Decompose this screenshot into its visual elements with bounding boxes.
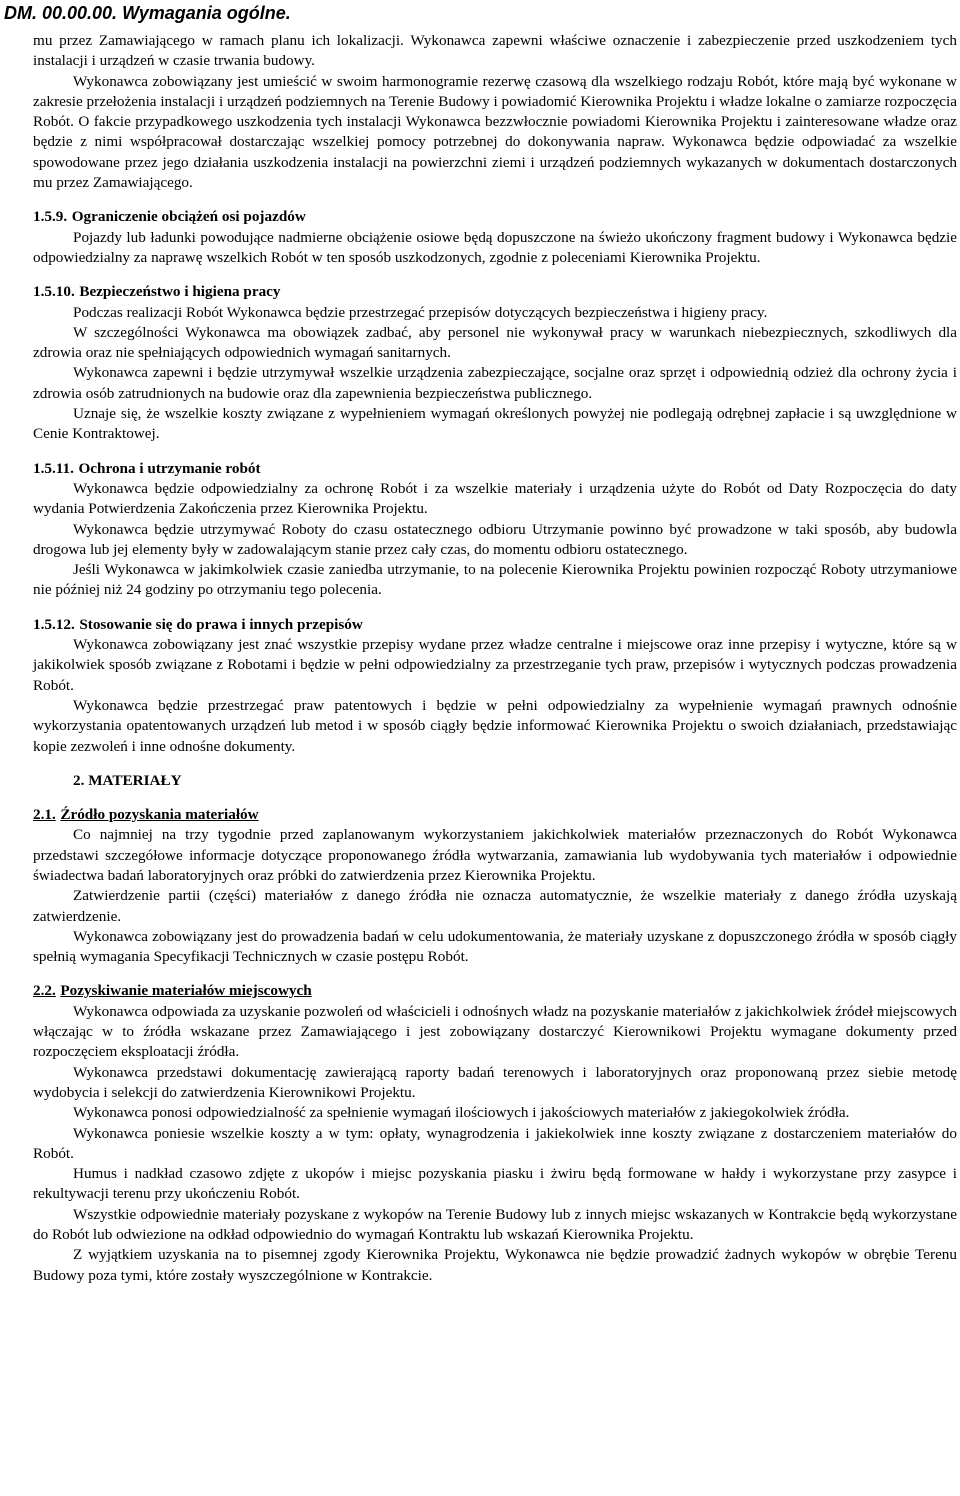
paragraph: Wykonawca będzie utrzymywać Roboty do czasu ostatecznego odbioru Utrzymanie powinno być prowadzone w taki sposób, aby budowla drogowa lub jej elementy były w zadowalającym stanie przez cały czas, do momentu odbioru ostatecznego. — [33, 520, 957, 558]
document-body — [33, 31, 957, 1286]
section-title: Ochrona i utrzymanie robót — [78, 459, 261, 477]
paragraph: Zatwierdzenie partii (części) materiałów z danego źródła nie oznacza automatycznie, że wszelkie materiały z danego źródła uzyskają zatwierdzenie. — [33, 887, 957, 925]
paragraph: Uznaje się, że wszelkie koszty związane z wypełnieniem wymagań określonych powyżej nie podlegają odrębnej zapłacie i są uwzględnione w Cenie Kontraktowej. — [33, 405, 957, 443]
paragraph: Pojazdy lub ładunki powodujące nadmierne obciążenie osiowe będą dopuszczone na świeżo ukończony fragment budowy i Wykonawca będzie odpowiedzialny za naprawę wszelkich Robót w ten sposób uszkodzonych, zgodnie z poleceniami Kierownika Projektu. — [33, 228, 957, 266]
spacer — [33, 601, 957, 615]
paragraph: Wykonawca odpowiada za uzyskanie pozwoleń od właścicieli i odnośnych władz na pozyskanie materiałów z jakichkolwiek źródeł miejscowych włączając w to źródła wskazane przez Zamawiającego i jest zobowiązany dostarczyć Kierownikowi Projektu wymagane dokumenty przed rozpoczęciem eksploatacji źródła. — [33, 1002, 957, 1061]
section-number: 1.5.10. — [33, 283, 75, 301]
paragraph: Wykonawca będzie odpowiedzialny za ochronę Robót i za wszelkie materiały i urządzenia użyte do Robót od Daty Rozpoczęcia do daty wydania Potwierdzenia Zakończenia przez Kierownika Projektu. — [33, 479, 957, 518]
paragraph: Wykonawca zobowiązany jest znać wszystkie przepisy wydane przez władze centralne i miejscowe oraz inne przepisy i wytyczne, które są w jakikolwiek sposób związane z Robotami i będzie w pełni odpowiedzialny za przestrzeganie tych praw, przepisów i wytycznych podczas prowadzenia Robót. — [33, 636, 957, 694]
paragraph: Podczas realizacji Robót Wykonawca będzie przestrzegać przepisów dotyczących bezpieczeństwa i higieny pracy. — [73, 303, 768, 321]
paragraph: Co najmniej na trzy tygodnie przed zaplanowanym wykorzystaniem jakichkolwiek materiałów przeznaczonych do Robót Wykonawca przedstawi szczegółowe informacje dotyczące proponowanego źródła wytwarzania, zamawiania lub wydobywania tych materiałów i odpowiednie świadectwa badań laboratoryjnych oraz próbki do zatwierdzenia przez Kierownika Projektu. — [33, 826, 957, 884]
section-title: Ograniczenie obciążeń osi pojazdów — [71, 208, 306, 226]
section-title: Źródło pozyskania materiałów — [60, 806, 259, 824]
paragraph: Wykonawca będzie przestrzegać praw patentowych i będzie w pełni odpowiedzialny za wypełnienie wymagań prawnych odnośnie wykorzystania opatentowanych urządzeń lub metod i w sposób ciągły będzie informować Kierownika Projektu o swoich działaniach, przedstawiając kopie zezwoleń i inne odnośne dokumenty. — [33, 696, 957, 755]
section-heading-1-5-12 — [33, 615, 957, 635]
paragraph: Wykonawca zapewni i będzie utrzymywał wszelkie urządzenia zabezpieczające, socjalne oraz sprzęt i odpowiednią odzież dla ochrony życia i zdrowia osób zatrudnionych na budowie oraz dla zapewnienia bezpieczeństwa publicznego. — [33, 364, 957, 402]
paragraph: Wykonawca zobowiązany jest umieścić w swoim harmonogramie rezerwę czasową dla wszelkiego rodzaju Robót, które mają być wykonane w zakresie przełożenia instalacji i urządzeń podziemnych na Terenie Budowy i powiadomić Kierownika Projektu i władze lokalne o zamiarze rozpoczęcia Robót. O fakcie przypadkowego uszkodzenia tych instalacji Wykonawca bezzwłocznie powiadomi Kierownika Projektu i zainteresowane władze oraz będzie z nimi współpracował dostarczając wszelkiej pomocy potrzebnej do dokonywania napraw. Wykonawca będzie odpowiadać za wszelkie spowodowane przez jego działania uszkodzenia instalacji na powierzchni ziemi i urządzeń podziemnych wykazanych w dokumentach dostarczonych mu przez Zamawiającego. — [33, 72, 957, 192]
paragraph: Z wyjątkiem uzyskania na to pisemnej zgody Kierownika Projektu, Wykonawca nie będzie prowadzić żadnych wykopów w obrębie Terenu Budowy poza tymi, które zostały wyszczególnione w Kontrakcie. — [33, 1246, 957, 1284]
spacer — [33, 757, 957, 771]
paragraph: W szczególności Wykonawca ma obowiązek zadbać, aby personel nie wykonywał pracy w warunkach niebezpiecznych, szkodliwych dla zdrowia oraz nie spełniających odpowiednich wymagań sanitarnych. — [33, 323, 957, 362]
paragraph: Wykonawca poniesie wszelkie koszty a w tym: opłaty, wynagrodzenia i jakiekolwiek inne koszty związane z dostarczeniem materiałów do Robót. — [33, 1124, 957, 1162]
section-title: Bezpieczeństwo i higiena pracy — [79, 283, 281, 301]
section-heading-2-1 — [33, 805, 957, 825]
spacer — [33, 791, 957, 805]
spacer — [33, 967, 957, 981]
section-number: 2.2. — [33, 982, 56, 1000]
paragraph: Wykonawca ponosi odpowiedzialność za spełnienie wymagań ilościowych i jakościowych materiałów z jakiegokolwiek źródła. — [73, 1104, 850, 1122]
section-title: Pozyskiwanie materiałów miejscowych — [60, 982, 312, 1000]
section-number: 1.5.12. — [33, 615, 75, 633]
paragraph: Wszystkie odpowiednie materiały pozyskane z wykopów na Terenie Budowy lub z innych miejsc wskazanych w Kontrakcie będą wykorzystane do Robót lub odwiezione na odkład odpowiednio do wymagań Kontraktu lub wskazań Kierownika Projektu. — [33, 1205, 957, 1244]
spacer — [33, 445, 957, 459]
section-number: 2.1. — [33, 806, 56, 824]
section-title: Stosowanie się do prawa i innych przepisów — [79, 615, 363, 633]
paragraph: Wykonawca zobowiązany jest do prowadzenia badań w celu udokumentowania, że materiały uzyskane z dopuszczonego źródła w sposób ciągły spełnią wymagania Specyfikacji Technicznych w czasie postępu Robót. — [33, 927, 957, 966]
section-heading-1-5-11 — [33, 459, 957, 479]
document-header: DM. 00.00.00. Wymagania ogólne. — [4, 3, 291, 23]
paragraph: mu przez Zamawiającego w ramach planu ich lokalizacji. Wykonawca zapewni właściwe oznaczenie i zabezpieczenie przed uszkodzeniem tych instalacji i urządzeń w czasie trwania budowy. — [33, 32, 957, 70]
section-heading-1-5-10 — [33, 282, 957, 302]
section-number: 1.5.11. — [33, 459, 74, 477]
paragraph: Jeśli Wykonawca w jakimkolwiek czasie zaniedba utrzymanie, to na polecenie Kierownika Projektu powinien rozpocząć Roboty utrzymaniowe nie później niż 24 godziny po otrzymaniu tego polecenia. — [33, 561, 957, 599]
section-heading-1-5-9 — [33, 207, 957, 227]
chapter-heading: 2. MATERIAŁY — [73, 771, 182, 789]
paragraph: Humus i nadkład czasowo zdjęte z ukopów i miejsc pozyskania piasku i żwiru będą formowane w hałdy i wykorzystane przy zasypce i rekultywacji terenu przy ukończeniu Robót. — [33, 1165, 957, 1203]
spacer — [33, 268, 957, 282]
section-number: 1.5.9. — [33, 208, 68, 226]
spacer — [33, 193, 957, 207]
section-heading-2-2 — [33, 981, 957, 1001]
paragraph: Wykonawca przedstawi dokumentację zawierającą raporty badań terenowych i laboratoryjnych oraz proponowaną przez siebie metodę wydobycia i selekcji do zatwierdzenia Kierownikowi Projektu. — [33, 1063, 957, 1101]
